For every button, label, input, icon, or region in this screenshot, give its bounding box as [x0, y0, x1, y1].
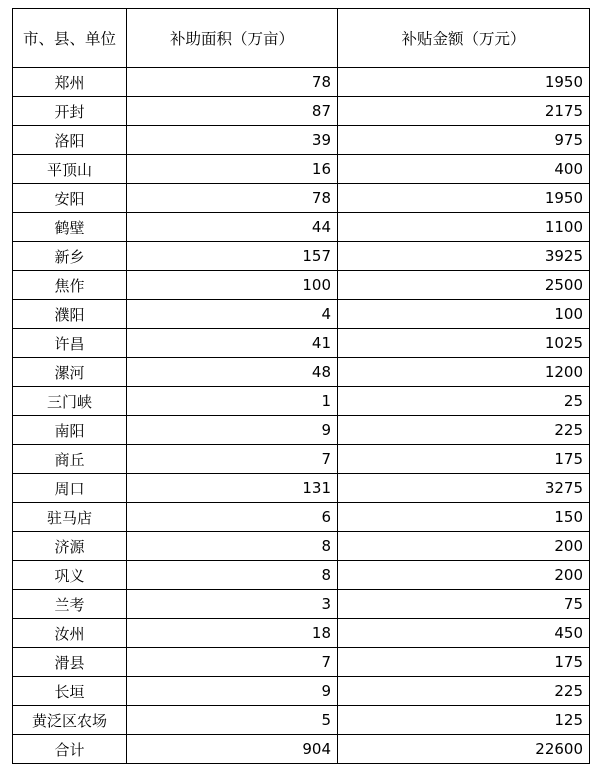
amount-cell: 25: [338, 387, 590, 416]
area-cell: 5: [127, 706, 338, 735]
table-row: [13, 97, 590, 126]
table-row: [13, 271, 590, 300]
area-cell: 87: [127, 97, 338, 126]
amount-cell: 1200: [338, 358, 590, 387]
table-row: [13, 300, 590, 329]
amount-cell: 1950: [338, 68, 590, 97]
table-header: [13, 9, 590, 68]
subsidy-table-container: [12, 8, 589, 764]
table-row: [13, 213, 590, 242]
region-cell: 安阳: [13, 184, 127, 213]
table-row: [13, 416, 590, 445]
region-cell: 郑州: [13, 68, 127, 97]
area-cell: 9: [127, 677, 338, 706]
area-cell: 16: [127, 155, 338, 184]
region-cell: 滑县: [13, 648, 127, 677]
area-cell: 1: [127, 387, 338, 416]
amount-cell: 450: [338, 619, 590, 648]
region-cell: 长垣: [13, 677, 127, 706]
area-cell: 18: [127, 619, 338, 648]
amount-cell: 1025: [338, 329, 590, 358]
header-amount: 补贴金额（万元）: [338, 9, 590, 68]
amount-cell: 175: [338, 445, 590, 474]
area-cell: 44: [127, 213, 338, 242]
total-row: [13, 735, 590, 764]
amount-cell: 2500: [338, 271, 590, 300]
region-cell: 焦作: [13, 271, 127, 300]
area-cell: 9: [127, 416, 338, 445]
area-cell: 78: [127, 184, 338, 213]
region-cell: 济源: [13, 532, 127, 561]
region-cell: 巩义: [13, 561, 127, 590]
region-cell: 周口: [13, 474, 127, 503]
amount-cell: 150: [338, 503, 590, 532]
table-row: [13, 474, 590, 503]
table-row: [13, 358, 590, 387]
table-row: [13, 387, 590, 416]
table-row: [13, 503, 590, 532]
region-cell: 汝州: [13, 619, 127, 648]
region-cell: 兰考: [13, 590, 127, 619]
table-row: [13, 677, 590, 706]
amount-cell: 225: [338, 416, 590, 445]
table-row: [13, 242, 590, 271]
table-row: [13, 590, 590, 619]
region-cell: 洛阳: [13, 126, 127, 155]
region-cell: 三门峡: [13, 387, 127, 416]
header-row: [13, 9, 590, 68]
amount-cell: 200: [338, 532, 590, 561]
subsidy-table: [12, 8, 590, 764]
region-cell: 黄泛区农场: [13, 706, 127, 735]
region-cell: 商丘: [13, 445, 127, 474]
table-row: [13, 329, 590, 358]
area-cell: 157: [127, 242, 338, 271]
area-cell: 78: [127, 68, 338, 97]
area-cell: 131: [127, 474, 338, 503]
amount-cell: 75: [338, 590, 590, 619]
table-row: [13, 619, 590, 648]
amount-cell: 200: [338, 561, 590, 590]
area-cell: 7: [127, 648, 338, 677]
area-cell: 48: [127, 358, 338, 387]
region-cell: 漯河: [13, 358, 127, 387]
table-row: [13, 126, 590, 155]
table-row: [13, 445, 590, 474]
region-cell: 开封: [13, 97, 127, 126]
amount-cell: 225: [338, 677, 590, 706]
amount-cell: 2175: [338, 97, 590, 126]
header-region: 市、县、单位: [13, 9, 127, 68]
table-body: [13, 68, 590, 764]
region-cell: 许昌: [13, 329, 127, 358]
region-cell: 平顶山: [13, 155, 127, 184]
region-cell: 南阳: [13, 416, 127, 445]
amount-cell: 1100: [338, 213, 590, 242]
table-row: [13, 155, 590, 184]
amount-cell: 125: [338, 706, 590, 735]
region-cell: 鹤壁: [13, 213, 127, 242]
amount-cell: 3925: [338, 242, 590, 271]
area-cell: 904: [127, 735, 338, 764]
area-cell: 100: [127, 271, 338, 300]
region-cell: 新乡: [13, 242, 127, 271]
amount-cell: 400: [338, 155, 590, 184]
table-row: [13, 184, 590, 213]
area-cell: 4: [127, 300, 338, 329]
region-cell: 合计: [13, 735, 127, 764]
table-row: [13, 648, 590, 677]
table-row: [13, 68, 590, 97]
amount-cell: 1950: [338, 184, 590, 213]
region-cell: 驻马店: [13, 503, 127, 532]
table-row: [13, 532, 590, 561]
amount-cell: 975: [338, 126, 590, 155]
area-cell: 3: [127, 590, 338, 619]
area-cell: 8: [127, 532, 338, 561]
header-area: 补助面积（万亩）: [127, 9, 338, 68]
area-cell: 39: [127, 126, 338, 155]
area-cell: 8: [127, 561, 338, 590]
amount-cell: 3275: [338, 474, 590, 503]
amount-cell: 100: [338, 300, 590, 329]
table-row: [13, 706, 590, 735]
area-cell: 7: [127, 445, 338, 474]
area-cell: 41: [127, 329, 338, 358]
area-cell: 6: [127, 503, 338, 532]
table-row: [13, 561, 590, 590]
amount-cell: 22600: [338, 735, 590, 764]
region-cell: 濮阳: [13, 300, 127, 329]
amount-cell: 175: [338, 648, 590, 677]
